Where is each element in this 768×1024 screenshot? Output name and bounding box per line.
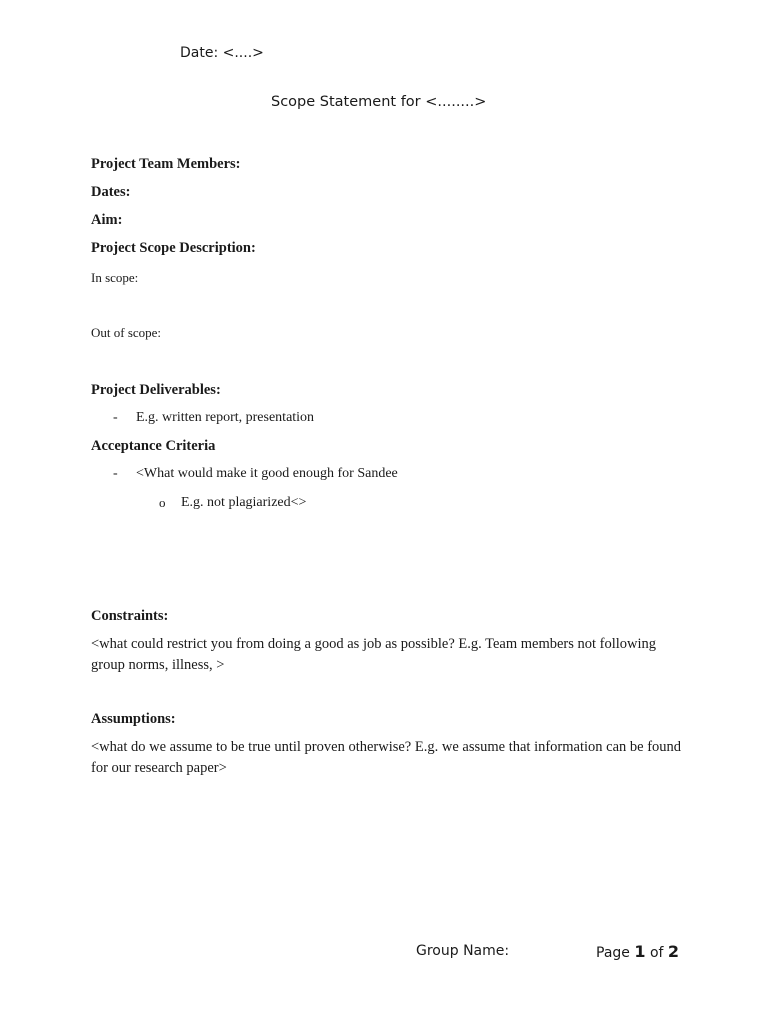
document-title: Scope Statement for <........>: [271, 94, 487, 110]
page-number: [596, 942, 679, 961]
team-members-heading: Project Team Members:: [91, 156, 241, 172]
page-current: 1: [634, 942, 646, 961]
page-total: 2: [667, 942, 680, 961]
dash-bullet: -: [113, 410, 118, 425]
in-scope-label: In scope:: [91, 270, 139, 285]
acceptance-item: <What would make it good enough for Sandee: [136, 466, 398, 481]
assumptions-text: <what do we assume to be true until proven otherwise? E.g. we assume that information can be found for our research paper>: [91, 739, 682, 776]
dates-heading: Dates:: [91, 184, 131, 200]
out-of-scope-label: Out of scope:: [91, 325, 162, 340]
acceptance-subitem: E.g. not plagiarized<>: [181, 495, 307, 510]
dash-bullet: -: [113, 466, 118, 481]
scope-description-heading: Project Scope Description:: [91, 240, 256, 256]
constraints-text: <what could restrict you from doing a good as job as possible? E.g. Team members not following group norms, illness, >: [91, 636, 657, 673]
page-label: Page: [596, 945, 630, 961]
page-of: of: [649, 945, 664, 961]
constraints-heading: Constraints:: [91, 608, 169, 624]
group-name-label: Group Name:: [416, 943, 510, 959]
acceptance-heading: Acceptance Criteria: [91, 438, 216, 454]
aim-heading: Aim:: [91, 212, 123, 228]
deliverables-item: E.g. written report, presentation: [136, 410, 315, 425]
date-line: Date: <....>: [180, 45, 264, 61]
assumptions-heading: Assumptions:: [91, 711, 176, 727]
deliverables-heading: Project Deliverables:: [91, 382, 221, 398]
circle-bullet: o: [159, 495, 166, 510]
